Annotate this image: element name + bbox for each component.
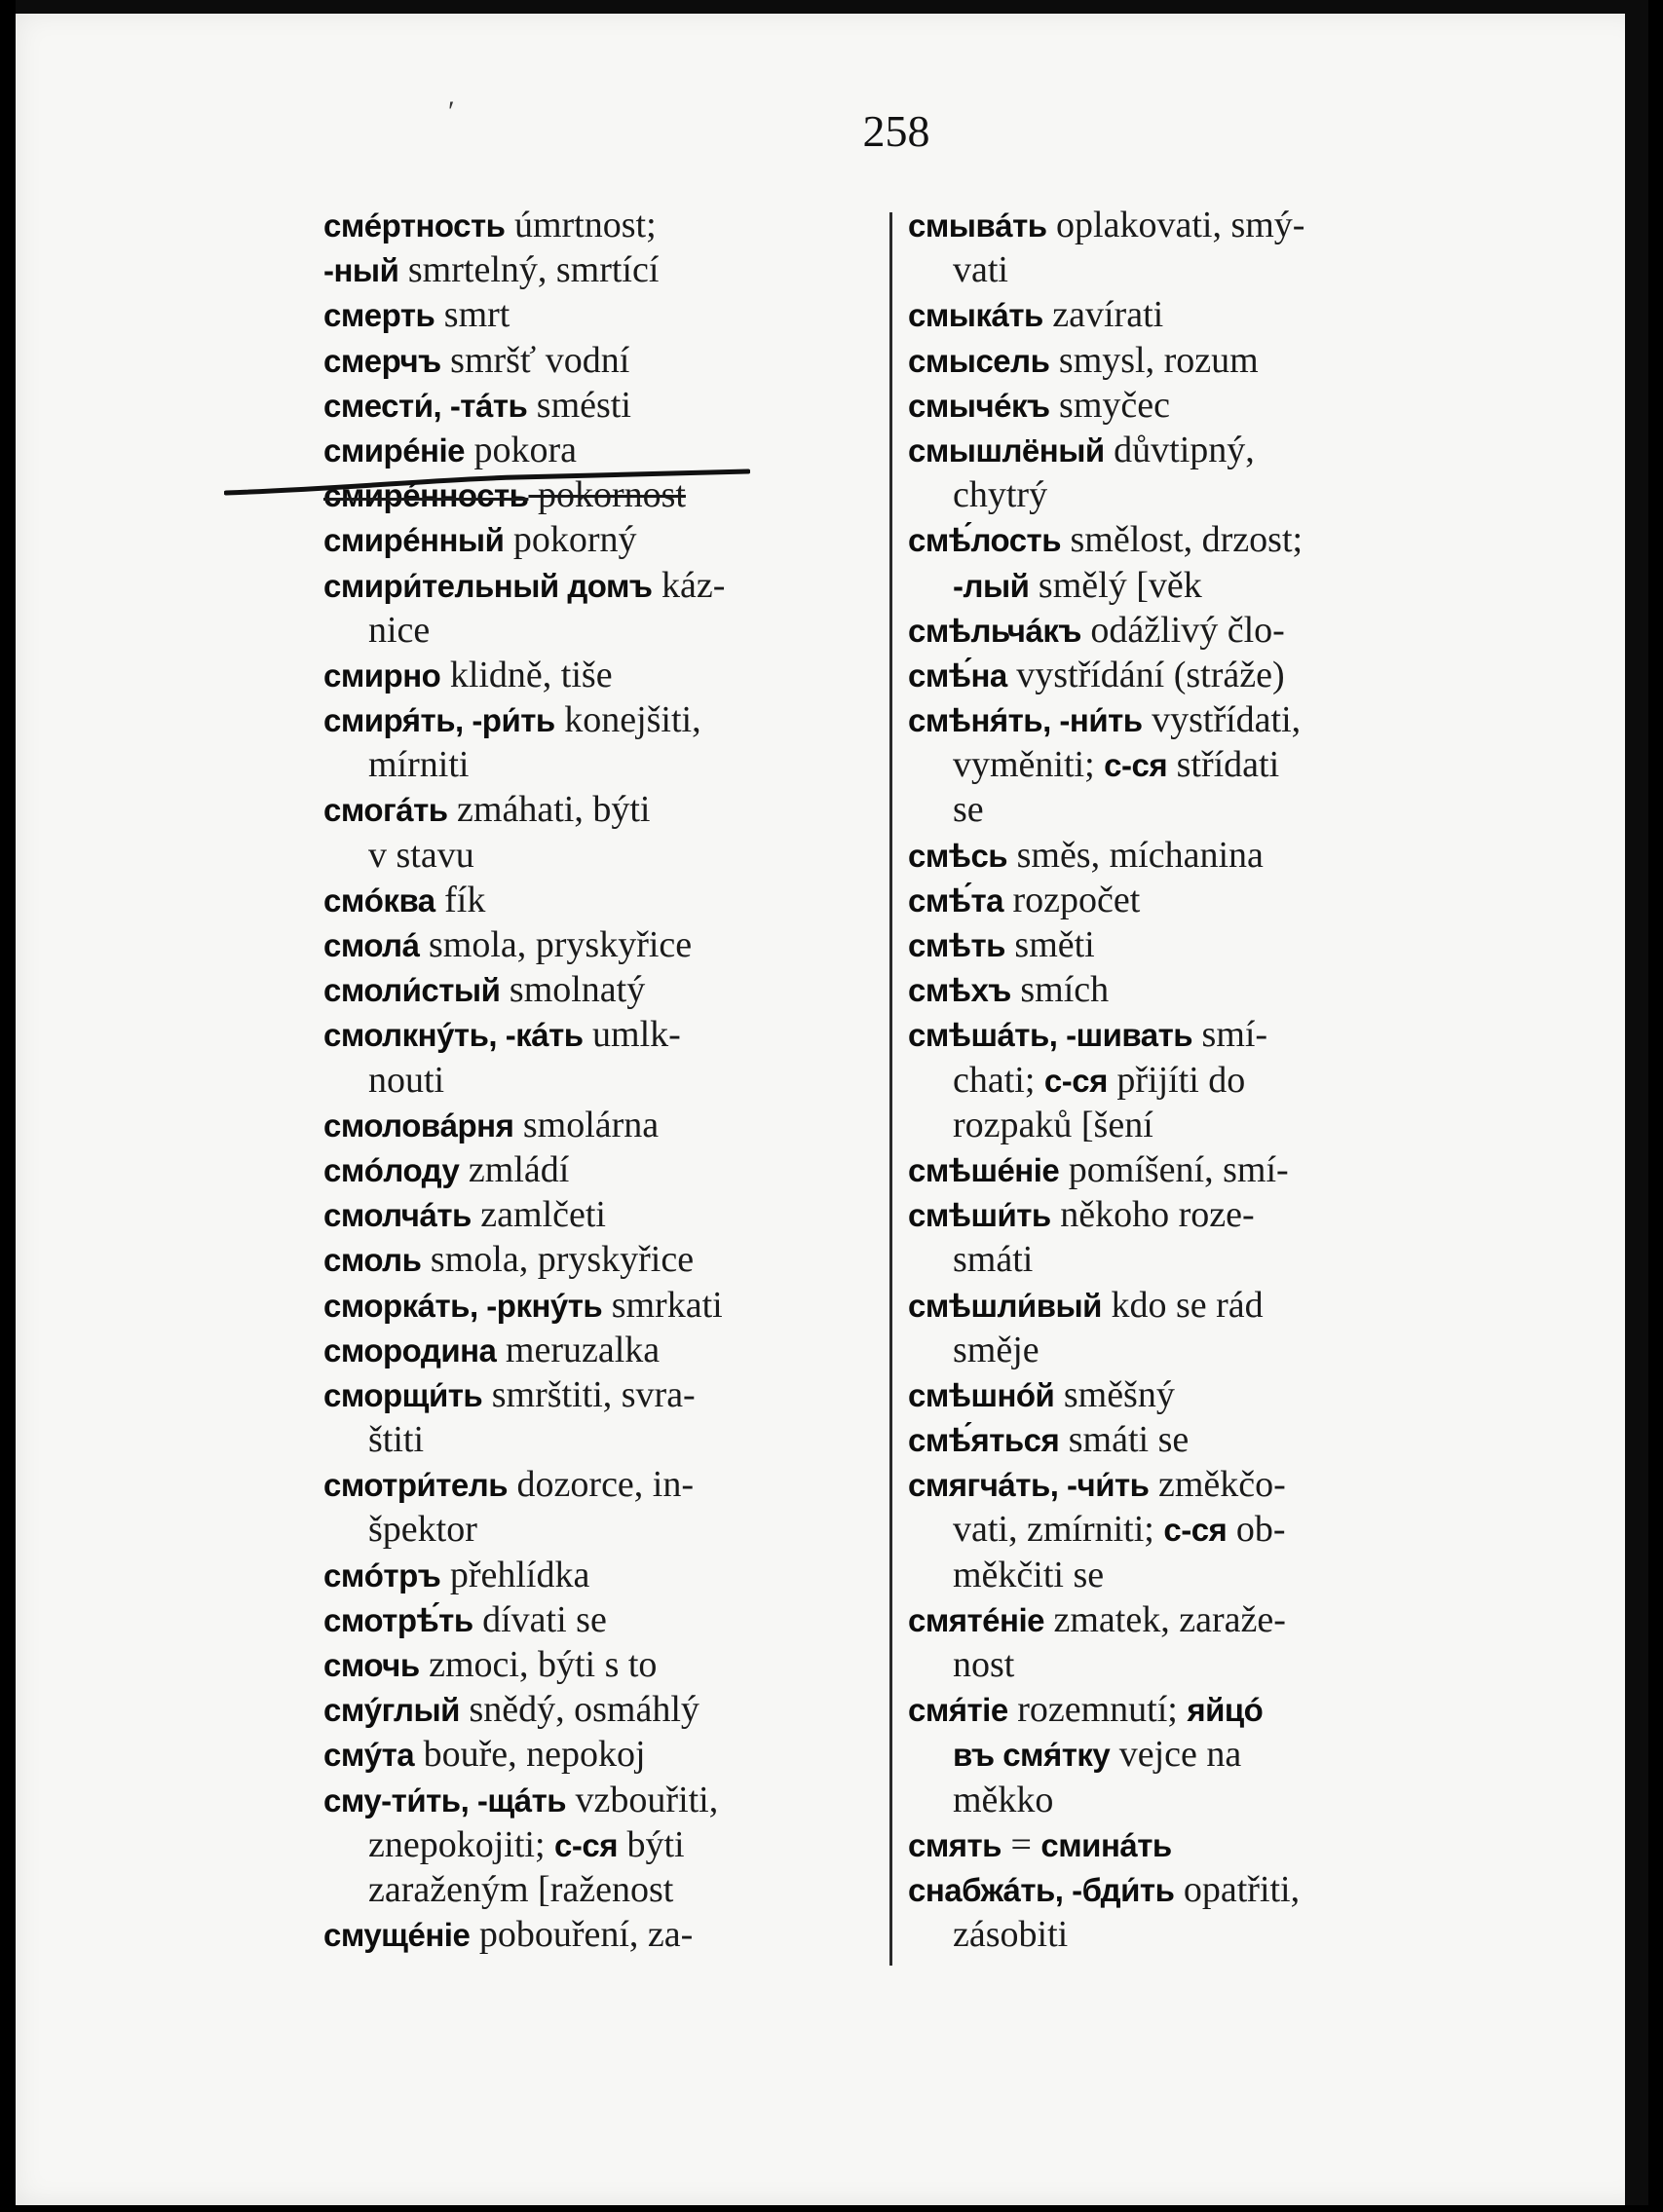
column-divider bbox=[889, 212, 892, 1966]
translation: smrtelný, smrtící bbox=[398, 249, 660, 291]
headword: смести́, -тáть bbox=[323, 387, 528, 424]
dictionary-entry bbox=[323, 653, 874, 697]
headword: смóква bbox=[323, 881, 435, 919]
dictionary-entry bbox=[908, 203, 1454, 247]
headword: смогáть bbox=[323, 792, 448, 829]
translation: střídati bbox=[1167, 744, 1280, 786]
headword: смерть bbox=[323, 297, 435, 334]
headword: смѣшнóй bbox=[908, 1376, 1055, 1413]
headword: смéртность bbox=[323, 207, 506, 244]
headword: смышлёный bbox=[908, 431, 1105, 469]
headword: смóтръ bbox=[323, 1556, 441, 1593]
translation: smrštiti, svra- bbox=[482, 1373, 696, 1415]
dictionary-entry bbox=[908, 1192, 1454, 1237]
entry-continuation bbox=[908, 1328, 1454, 1372]
translation: smola, pryskyřice bbox=[419, 924, 693, 965]
dictionary-entry bbox=[908, 1462, 1454, 1507]
translation: smí- bbox=[1192, 1014, 1268, 1056]
dictionary-entry bbox=[323, 1328, 874, 1372]
headword: смолкнýть, -кáть bbox=[323, 1017, 584, 1054]
translation: smolnatý bbox=[500, 969, 646, 1011]
headword: -ный bbox=[323, 252, 399, 289]
right-column bbox=[908, 203, 1454, 1957]
entry-continuation bbox=[323, 1058, 874, 1103]
entry-continuation bbox=[323, 1867, 874, 1912]
headword: смѣня́ть, -ни́ть bbox=[908, 702, 1143, 739]
translation: důvtipný, bbox=[1104, 429, 1255, 470]
entry-continuation bbox=[908, 1642, 1454, 1687]
translation: měkko bbox=[953, 1779, 1054, 1820]
headword: смоли́стый bbox=[323, 972, 501, 1009]
translation: pokorný bbox=[504, 519, 637, 561]
dictionary-entry bbox=[908, 1417, 1454, 1462]
headword: сминáть bbox=[1040, 1826, 1172, 1863]
headword: смѣ́та bbox=[908, 881, 1003, 919]
entry-continuation bbox=[908, 247, 1454, 292]
entry-continuation bbox=[323, 1507, 874, 1552]
headword: сморщи́ть bbox=[323, 1376, 483, 1413]
translation: snědý, osmáhlý bbox=[459, 1689, 699, 1731]
headword: смѣ́лость bbox=[908, 522, 1062, 559]
translation: smyčec bbox=[1049, 384, 1170, 426]
entry-continuation bbox=[908, 787, 1454, 832]
entry-continuation bbox=[323, 742, 874, 787]
translation: směs, míchanina bbox=[1007, 834, 1264, 876]
headword: смоль bbox=[323, 1242, 422, 1279]
headword: с-ся bbox=[554, 1826, 618, 1863]
headword: смѣ́на bbox=[908, 656, 1007, 694]
headword: смѣхъ bbox=[908, 972, 1011, 1009]
headword: смѣ́яться bbox=[908, 1422, 1060, 1459]
translation: smršť vodní bbox=[440, 339, 630, 381]
translation: dozorce, in- bbox=[508, 1464, 695, 1506]
translation: smáti bbox=[953, 1239, 1034, 1281]
translation: ob- bbox=[1227, 1509, 1286, 1551]
translation: rozpaků [šení bbox=[953, 1104, 1153, 1145]
dictionary-entry bbox=[323, 1462, 874, 1507]
headword: смѣшáть, -шивать bbox=[908, 1017, 1193, 1054]
translation: zamlčeti bbox=[471, 1194, 606, 1236]
dictionary-entry bbox=[323, 203, 874, 247]
scan-border-top bbox=[16, 0, 1648, 14]
headword: смѣть bbox=[908, 927, 1005, 963]
translation: zavírati bbox=[1042, 294, 1164, 336]
headword: смолчáть bbox=[323, 1197, 472, 1234]
headword: с-ся bbox=[1043, 1062, 1108, 1099]
headword: смирно bbox=[323, 656, 441, 694]
headword: смородина bbox=[323, 1331, 497, 1368]
dictionary-entry bbox=[908, 1597, 1454, 1642]
entry-continuation bbox=[908, 1103, 1454, 1147]
stray-mark: ′ bbox=[448, 95, 455, 128]
translation: vyměniti; bbox=[953, 744, 1105, 786]
translation: chati; bbox=[953, 1059, 1044, 1101]
translation: špektor bbox=[368, 1509, 477, 1551]
dictionary-entry bbox=[908, 1147, 1454, 1192]
dictionary-entry bbox=[908, 292, 1454, 337]
dictionary-entry bbox=[323, 1597, 874, 1642]
dictionary-entry bbox=[908, 1012, 1454, 1057]
entry-continuation bbox=[908, 1912, 1454, 1957]
translation: smola, pryskyřice bbox=[421, 1239, 695, 1281]
translation: chytrý bbox=[953, 474, 1048, 516]
dictionary-entry bbox=[908, 878, 1454, 922]
translation: umlk- bbox=[583, 1014, 681, 1056]
translation: štiti bbox=[368, 1419, 425, 1461]
translation: dívati se bbox=[472, 1598, 607, 1640]
translation: smrt bbox=[435, 294, 510, 336]
translation: oplakovati, smý- bbox=[1046, 205, 1305, 245]
translation: káz- bbox=[652, 564, 726, 606]
dictionary-entry bbox=[908, 428, 1454, 472]
translation: znepokojiti; bbox=[368, 1823, 555, 1865]
headword: смóлоду bbox=[323, 1151, 460, 1188]
dictionary-entry bbox=[323, 1642, 874, 1687]
translation: konejšiti, bbox=[554, 699, 701, 741]
translation: odážlivý člo- bbox=[1080, 609, 1285, 651]
headword: смоловáрня bbox=[323, 1106, 514, 1143]
translation: klidně, tiše bbox=[440, 654, 613, 695]
headword: смущéніе bbox=[323, 1917, 471, 1954]
headword: с-ся bbox=[1104, 747, 1168, 784]
translation: smělý [věk bbox=[1029, 564, 1202, 606]
dictionary-entry bbox=[908, 1372, 1454, 1417]
translation: zaraženým [raženost bbox=[368, 1868, 674, 1910]
translation: zmáhati, býti bbox=[447, 789, 651, 831]
translation: se bbox=[953, 789, 984, 831]
headword: с-ся bbox=[1163, 1512, 1228, 1549]
translation: směti bbox=[1004, 924, 1095, 965]
dictionary-entry bbox=[908, 517, 1454, 562]
entry-continuation bbox=[908, 472, 1454, 517]
translation: změkčo- bbox=[1149, 1464, 1286, 1506]
dictionary-entry bbox=[908, 967, 1454, 1012]
translation: fík bbox=[435, 879, 486, 920]
headword: смýглый bbox=[323, 1692, 460, 1729]
entry-continuation bbox=[908, 1778, 1454, 1822]
dictionary-entry bbox=[323, 967, 874, 1012]
dictionary-entry bbox=[323, 1192, 874, 1237]
entry-continuation bbox=[323, 608, 874, 653]
translation: zásobiti bbox=[953, 1914, 1069, 1956]
translation: měkčiti se bbox=[953, 1554, 1105, 1595]
headword: смýта bbox=[323, 1737, 415, 1774]
dictionary-entry bbox=[323, 1778, 874, 1822]
translation: kdo se rád bbox=[1101, 1284, 1264, 1326]
dictionary-entry bbox=[323, 1553, 874, 1597]
dictionary-entry bbox=[908, 1283, 1454, 1328]
translation: rozemnutí; bbox=[1007, 1689, 1188, 1731]
headword: яйцó bbox=[1187, 1692, 1264, 1729]
headword: смѣши́ть bbox=[908, 1197, 1051, 1234]
entry-continuation bbox=[908, 1553, 1454, 1597]
dictionary-entry bbox=[323, 1732, 874, 1777]
translation: přehlídka bbox=[440, 1554, 590, 1595]
translation: zmoci, býti s to bbox=[419, 1644, 658, 1685]
translation: zmládí bbox=[459, 1148, 570, 1190]
page-number: 258 bbox=[862, 106, 930, 156]
translation: smělost, drzost; bbox=[1061, 519, 1304, 561]
translation: vati, zmírniti; bbox=[953, 1509, 1164, 1551]
translation: pokora bbox=[465, 429, 578, 470]
headword: смерчъ bbox=[323, 342, 441, 379]
entry-continuation bbox=[908, 1237, 1454, 1282]
headword: смирéнность bbox=[323, 477, 529, 514]
translation: pobouření, za- bbox=[470, 1914, 694, 1956]
headword: смягчáть, -чи́ть bbox=[908, 1467, 1150, 1504]
translation: smolárna bbox=[513, 1104, 660, 1145]
dictionary-entry bbox=[323, 1283, 874, 1328]
translation: vati bbox=[953, 249, 1008, 291]
headword: смятéніе bbox=[908, 1601, 1044, 1638]
dictionary-entry bbox=[908, 1822, 1454, 1867]
headword: смиря́ть, -ри́ть bbox=[323, 702, 555, 739]
dictionary-entry bbox=[323, 1912, 874, 1957]
dictionary-entry bbox=[908, 922, 1454, 967]
dictionary-entry bbox=[908, 338, 1454, 383]
dictionary-entry bbox=[323, 292, 874, 337]
dictionary-entry bbox=[323, 697, 874, 742]
entry-continuation bbox=[323, 833, 874, 878]
headword: смѣльчáкъ bbox=[908, 612, 1081, 649]
translation: nice bbox=[368, 609, 431, 651]
dictionary-entry bbox=[323, 1012, 874, 1057]
headword: смывáть bbox=[908, 207, 1047, 244]
entry-continuation bbox=[908, 742, 1454, 787]
dictionary-entry bbox=[908, 608, 1454, 653]
translation: smysl, rozum bbox=[1049, 339, 1259, 381]
dictionary-entry bbox=[323, 1372, 874, 1417]
headword: -лый bbox=[953, 567, 1030, 604]
translation: vejce na bbox=[1110, 1734, 1242, 1776]
headword: смири́тельный домъ bbox=[323, 567, 653, 604]
headword: смыкáть bbox=[908, 297, 1043, 334]
dictionary-entry bbox=[323, 787, 874, 832]
entry-continuation bbox=[323, 1417, 874, 1462]
translation: směje bbox=[953, 1329, 1039, 1370]
translation: smích bbox=[1010, 969, 1110, 1011]
translation: = bbox=[1001, 1823, 1041, 1865]
translation: nost bbox=[953, 1644, 1015, 1685]
translation: přijíti do bbox=[1107, 1059, 1246, 1101]
translation: pomíšení, smí- bbox=[1059, 1148, 1289, 1190]
translation: opatřiti, bbox=[1174, 1868, 1301, 1910]
translation: smáti se bbox=[1059, 1419, 1190, 1461]
dictionary-entry bbox=[323, 563, 874, 608]
headword: снабжáть, -бди́ть bbox=[908, 1871, 1175, 1908]
translation: vystřídati, bbox=[1142, 699, 1302, 741]
dictionary-entry bbox=[323, 383, 874, 428]
headword: смысель bbox=[908, 342, 1050, 379]
translation: býti bbox=[617, 1823, 685, 1865]
entry-continuation bbox=[323, 1822, 874, 1867]
headword: въ смя́тку bbox=[953, 1737, 1111, 1774]
entry-continuation bbox=[908, 1732, 1454, 1777]
translation: bouře, nepokoj bbox=[414, 1734, 646, 1776]
dictionary-entry bbox=[323, 247, 874, 292]
translation: nouti bbox=[368, 1059, 445, 1101]
translation: zmatek, zaraže- bbox=[1044, 1598, 1286, 1640]
headword: сморкáть, -ркнýть bbox=[323, 1287, 603, 1324]
headword: смычéкъ bbox=[908, 387, 1050, 424]
dictionary-entry bbox=[908, 1867, 1454, 1912]
translation: vystřídání (stráže) bbox=[1006, 654, 1285, 695]
dictionary-entry bbox=[908, 653, 1454, 697]
translation: mírniti bbox=[368, 744, 470, 786]
dictionary-entry bbox=[323, 878, 874, 922]
handwritten-strikethrough bbox=[224, 466, 750, 505]
translation: úmrtnost; bbox=[505, 205, 657, 245]
translation: smésti bbox=[527, 384, 631, 426]
translation: vzbouřiti, bbox=[566, 1779, 719, 1820]
dictionary-entry bbox=[323, 338, 874, 383]
entry-continuation bbox=[908, 1507, 1454, 1552]
headword: смѣсь bbox=[908, 837, 1008, 874]
headword: смять bbox=[908, 1826, 1002, 1863]
dictionary-entry bbox=[323, 1687, 874, 1732]
headword: смирéніе bbox=[323, 431, 466, 469]
dictionary-entry bbox=[323, 1237, 874, 1282]
entry-continuation bbox=[908, 1058, 1454, 1103]
headword: смирéнный bbox=[323, 522, 505, 559]
dictionary-entry bbox=[323, 1147, 874, 1192]
dictionary-entry bbox=[908, 833, 1454, 878]
headword: смя́тіе bbox=[908, 1692, 1008, 1729]
headword: сму-ти́ть, -щáть bbox=[323, 1781, 567, 1818]
headword: смотри́тель bbox=[323, 1467, 509, 1504]
translation: někoho roze- bbox=[1050, 1194, 1255, 1236]
translation: směšný bbox=[1054, 1373, 1175, 1415]
dictionary-entry bbox=[323, 922, 874, 967]
translation: smrkati bbox=[602, 1284, 723, 1326]
headword: смотрѣ́ть bbox=[323, 1601, 473, 1638]
dictionary-entry bbox=[908, 1687, 1454, 1732]
dictionary-entry bbox=[908, 697, 1454, 742]
dictionary-entry bbox=[323, 517, 874, 562]
headword: смѣшéніе bbox=[908, 1151, 1060, 1188]
translation: meruzalka bbox=[496, 1329, 661, 1370]
dictionary-entry bbox=[323, 1103, 874, 1147]
headword: смѣшли́вый bbox=[908, 1287, 1102, 1324]
headword: смочь bbox=[323, 1647, 420, 1683]
translation: v stavu bbox=[368, 834, 474, 876]
translation: pokornost bbox=[528, 474, 686, 516]
scan-border-right bbox=[1625, 12, 1648, 2205]
entry-continuation bbox=[908, 563, 1454, 608]
headword: смолá bbox=[323, 927, 420, 963]
dictionary-entry bbox=[908, 383, 1454, 428]
translation: rozpočet bbox=[1002, 879, 1141, 920]
